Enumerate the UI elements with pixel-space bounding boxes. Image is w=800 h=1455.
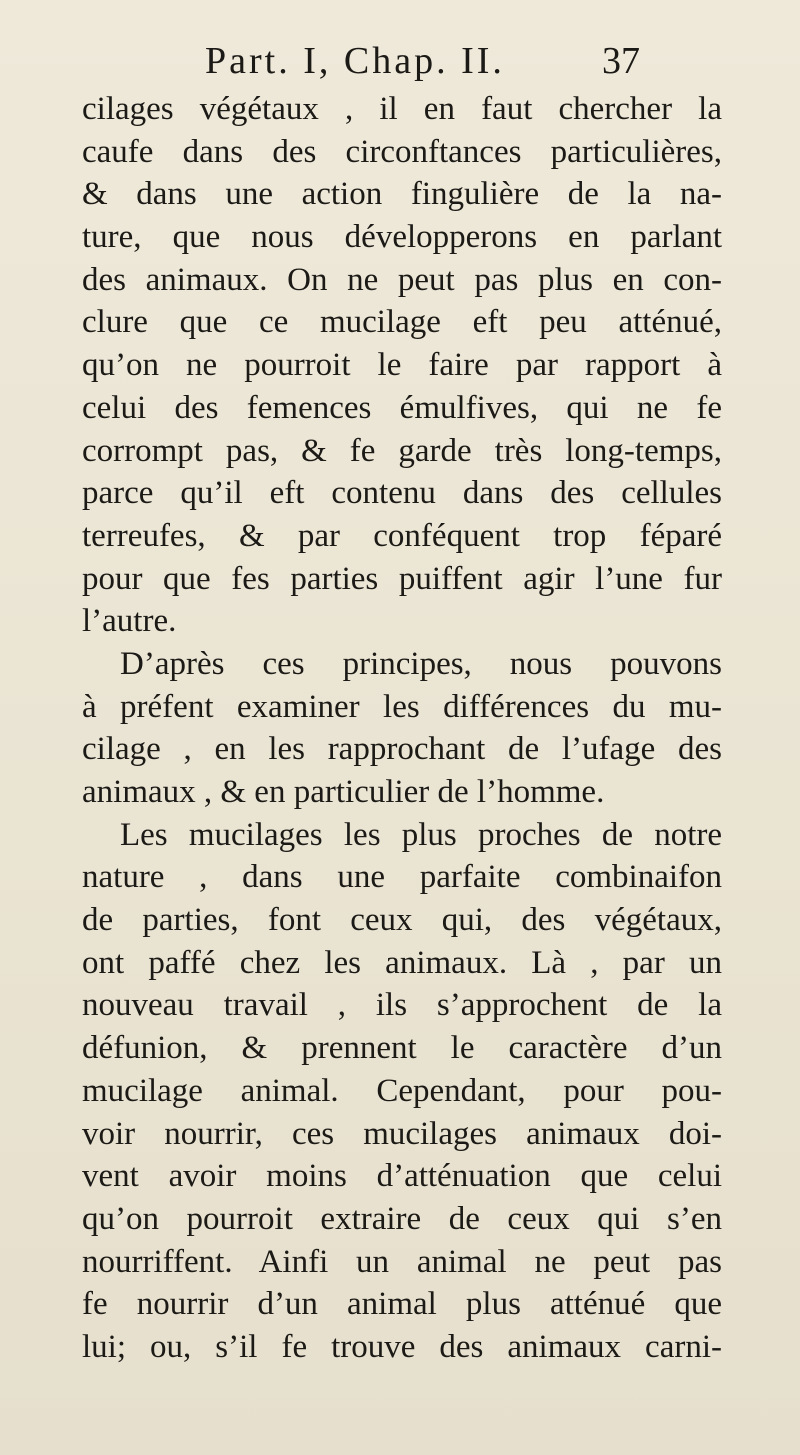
paragraph-start-line: Les mucilages les plus proches de notre	[120, 816, 722, 853]
text-line: caufe dans des circonftances particulières,	[82, 133, 722, 170]
text-line: vent avoir moins d’atténuation que celui	[82, 1158, 722, 1195]
text-line: celui des femences émulfives, qui ne fe	[82, 389, 722, 426]
text-line: terreufes, & par conféquent trop féparé	[82, 517, 722, 554]
text-line: corrompt pas, & fe garde très long-temps,	[82, 432, 722, 469]
text-line: qu’on pourroit extraire de ceux qui s’en	[82, 1200, 722, 1237]
running-head	[0, 36, 800, 86]
paragraph-end-line: l’autre.	[82, 603, 177, 640]
text-line: des animaux. On ne peut pas plus en con-	[82, 261, 722, 298]
body-text	[82, 88, 722, 1369]
text-line: parce qu’il eft contenu dans des cellules	[82, 475, 722, 512]
text-line: à préfent examiner les différences du mu-	[82, 688, 722, 725]
text-line: de parties, font ceux qui, des végétaux,	[82, 902, 722, 939]
text-line: mucilage animal. Cependant, pour pou-	[82, 1072, 722, 1109]
paragraph-start-line: D’après ces principes, nous pouvons	[120, 645, 722, 682]
text-line: lui; ou, s’il fe trouve des animaux carni-	[82, 1328, 722, 1365]
text-line: ont paffé chez les animaux. Là , par un	[82, 944, 722, 981]
text-line: défunion, & prennent le caractère d’un	[82, 1030, 722, 1067]
text-line: cilage , en les rapprochant de l’ufage des	[82, 731, 722, 768]
chapter-heading: Part. I, Chap. II.	[205, 40, 505, 82]
text-line: clure que ce mucilage eft peu atténué,	[82, 304, 722, 341]
text-line: pour que fes parties puiffent agir l’une fur	[82, 560, 722, 597]
text-line: voir nourrir, ces mucilages animaux doi-	[82, 1115, 722, 1152]
text-line: nouveau travail , ils s’approchent de la	[82, 987, 722, 1024]
text-line: nature , dans une parfaite combinaifon	[82, 859, 722, 896]
text-line: qu’on ne pourroit le faire par rapport à	[82, 347, 722, 384]
page-number: 37	[602, 40, 640, 82]
text-line: nourriffent. Ainfi un animal ne peut pas	[82, 1243, 722, 1280]
text-line: & dans une action fingulière de la na-	[82, 176, 722, 213]
text-line: fe nourrir d’un animal plus atténué que	[82, 1286, 722, 1323]
text-line: ture, que nous développerons en parlant	[82, 219, 722, 256]
paragraph-end-line: animaux , & en particulier de l’homme.	[82, 774, 605, 810]
text-line: cilages végétaux , il en faut chercher la	[82, 91, 722, 127]
